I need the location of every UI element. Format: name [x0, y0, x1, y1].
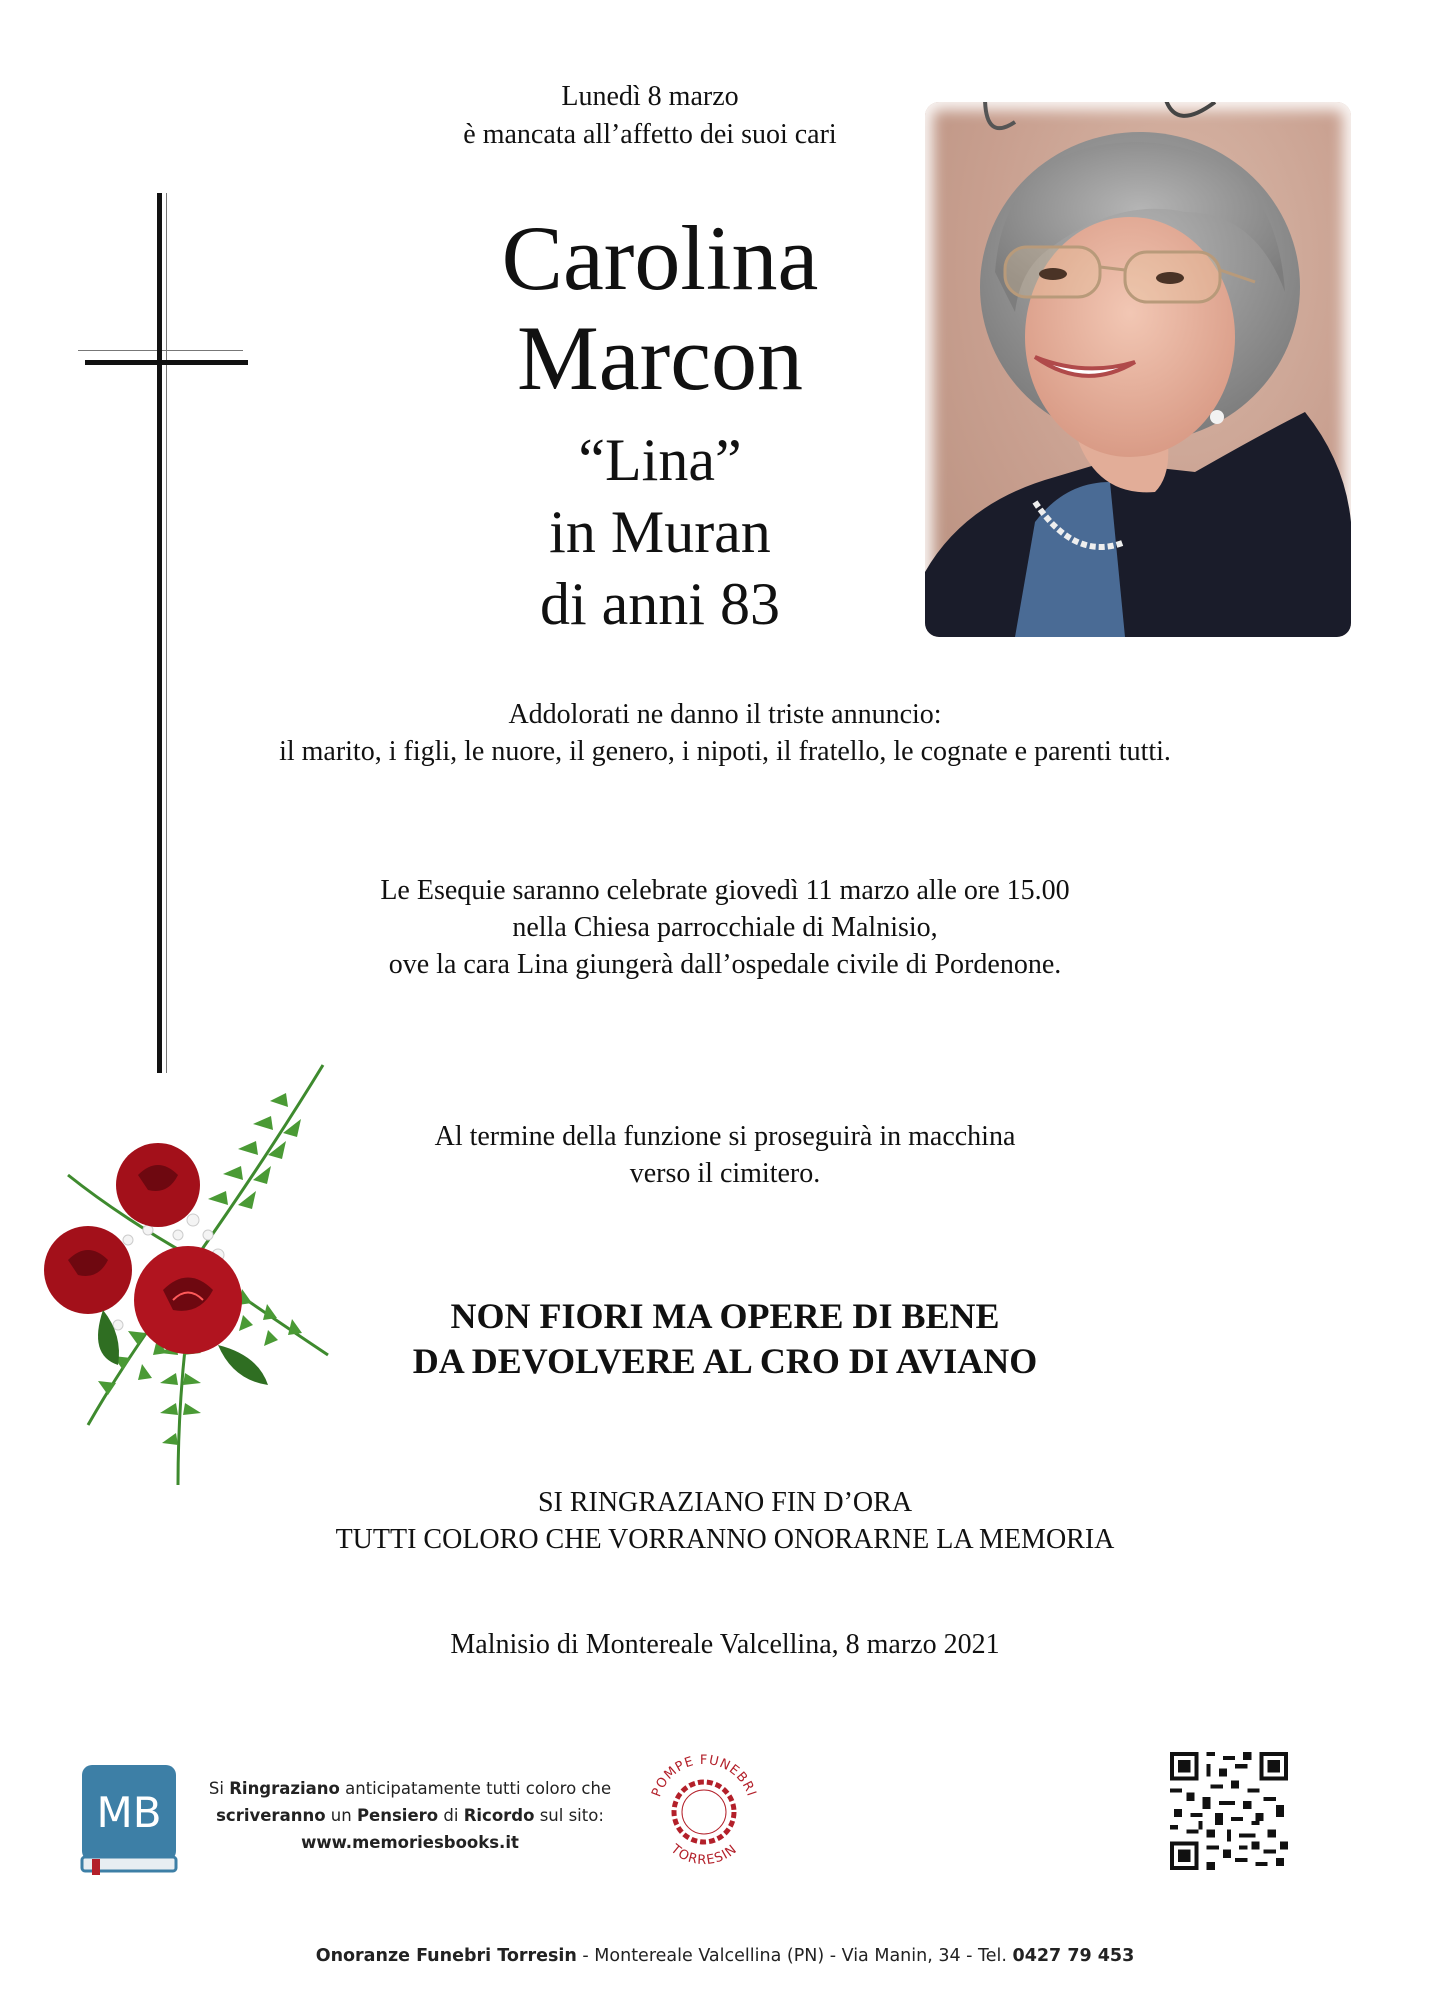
memoriesbooks-url[interactable]: www.memoriesbooks.it: [301, 1833, 519, 1852]
donation-line-2: DA DEVOLVERE AL CRO DI AVIANO: [412, 1341, 1038, 1381]
mourners-announcement: [150, 696, 1300, 770]
portrait-photo: [925, 102, 1351, 637]
deceased-details: [420, 424, 900, 640]
cross-shadow-vertical: [166, 193, 167, 1073]
funeral-home-footer: [150, 1946, 1300, 1966]
funeral-line-2: nella Chiesa parrocchiale di Malnisio,: [512, 912, 938, 943]
rose-icon: [44, 1143, 242, 1354]
last-name: Marcon: [516, 307, 804, 409]
svg-text:TORRESIN: TORRESIN: [667, 1841, 741, 1869]
mourners-intro: Addolorati ne danno il triste annuncio:: [508, 699, 942, 730]
cross-horizontal-bar: [85, 360, 248, 365]
age: di anni 83: [540, 571, 780, 637]
mourners-list: il marito, i figli, le nuore, il genero, i nipoti, il fratello, le cognate e parenti tutti.: [279, 736, 1171, 767]
company-phone[interactable]: 0427 79 453: [1012, 1946, 1135, 1966]
portrait-illustration: [925, 102, 1351, 637]
svg-text:POMPE FUNEBRI: POMPE FUNEBRI: [649, 1752, 759, 1800]
announcement-intro: [390, 78, 910, 154]
after-line-2: verso il cimitero.: [629, 1158, 821, 1189]
memoriesbooks-logo: [80, 1763, 178, 1875]
company-name: Onoranze Funebri Torresin: [315, 1946, 577, 1966]
memoriesbooks-line-1: Si Ringraziano anticipatamente tutti coloro che: [208, 1779, 612, 1798]
deceased-name: [420, 208, 900, 408]
donation-request: [250, 1294, 1200, 1384]
roses-bouquet-illustration: [28, 1055, 348, 1495]
thanks-note: [200, 1484, 1250, 1558]
company-address: - Montereale Valcellina (PN) - Via Manin, 34 - Tel.: [576, 1946, 1013, 1966]
svg-text:MB: MB: [96, 1788, 162, 1837]
intro-date: Lunedì 8 marzo: [561, 81, 739, 112]
funeral-line-1: Le Esequie saranno celebrate giovedì 11 marzo alle ore 15.00: [380, 875, 1070, 906]
intro-text: è mancata all’affetto dei suoi cari: [463, 119, 837, 150]
thanks-line-1: SI RINGRAZIANO FIN D’ORA: [537, 1487, 913, 1518]
married-name: in Muran: [549, 499, 771, 565]
funeral-home-seal: [636, 1742, 772, 1878]
first-name: Carolina: [501, 207, 819, 309]
qr-code[interactable]: [1170, 1752, 1288, 1870]
after-line-1: Al termine della funzione si proseguirà in macchina: [434, 1121, 1016, 1152]
funeral-line-3: ove la cara Lina giungerà dall’ospedale civile di Pordenone.: [388, 949, 1062, 980]
memoriesbooks-line-2: scriveranno un Pensiero di Ricordo sul sito:: [216, 1806, 604, 1825]
nickname: “Lina”: [578, 427, 742, 493]
memoriesbooks-message: [200, 1775, 620, 1856]
place-date: Malnisio di Montereale Valcellina, 8 marzo 2021: [450, 1629, 1000, 1660]
funeral-details: [250, 872, 1200, 983]
thanks-line-2: TUTTI COLORO CHE VORRANNO ONORARNE LA MEMORIA: [335, 1524, 1115, 1555]
donation-line-1: NON FIORI MA OPERE DI BENE: [450, 1296, 1000, 1336]
cross-vertical-bar: [157, 193, 162, 1073]
after-service: [300, 1118, 1150, 1192]
